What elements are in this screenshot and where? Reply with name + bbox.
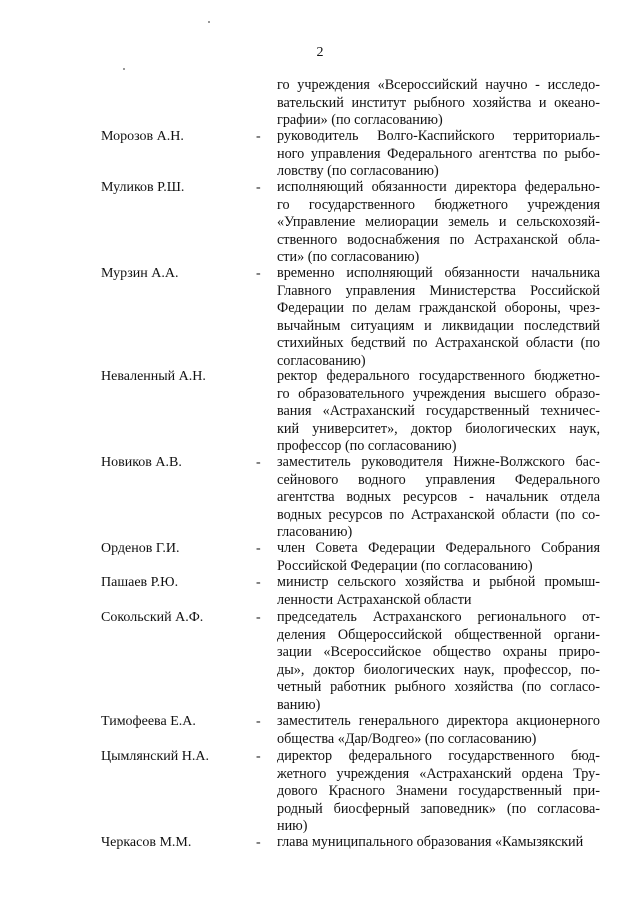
description-line: министр сельского хозяйства и рыбной промыш- [277, 574, 600, 590]
description-line: ды», доктор биологических наук, профессор, по- [277, 661, 600, 678]
description-line: нию) [277, 818, 308, 834]
description-line: директор федерального государственного бюд- [277, 748, 600, 764]
description-line: вательский институт рыбного хозяйства и океано- [277, 94, 600, 111]
description-line: графии» (по согласованию) [277, 112, 443, 128]
description-line: Федерации по делам гражданской обороны, чрез- [277, 300, 600, 316]
description-line: ванию) [277, 696, 321, 713]
member-name: Муликов Р.Ш. [101, 180, 185, 195]
member-description [277, 574, 600, 609]
description-line: вания «Астраханский государственный техничес- [277, 403, 600, 419]
description-line: профессор (по согласованию) [277, 438, 457, 454]
dash-separator: - [256, 610, 261, 625]
scan-speck [208, 21, 210, 23]
description-line: сти» (по согласованию) [277, 249, 420, 265]
member-description [277, 128, 600, 181]
description-line: Главного управления Министерства Российской [277, 282, 600, 299]
member-name: Мурзин А.А. [101, 266, 179, 281]
dash-separator: - [256, 714, 261, 729]
member-name: Новиков А.В. [101, 455, 182, 470]
dash-separator: - [256, 541, 261, 556]
member-description [277, 540, 600, 575]
member-name: Орденов Г.И. [101, 541, 180, 556]
description-line: вычайным ситуациям и ликвидации последствий [277, 317, 600, 334]
description-line: временно исполняющий обязанности начальника [277, 265, 600, 281]
description-line: ственного водоснабжения по Астраханской обла- [277, 231, 600, 248]
description-line: жетного учреждения «Астраханский ордена Тру- [277, 765, 600, 782]
dash-separator: - [256, 180, 261, 195]
member-name: Черкасов М.М. [101, 835, 192, 850]
member-description [277, 77, 600, 130]
description-line: четный работник рыбного хозяйства (по согласо- [277, 679, 600, 695]
member-name: Морозов А.Н. [101, 129, 184, 144]
member-description [277, 368, 600, 456]
dash-separator: - [256, 749, 261, 764]
description-line: руководитель Волго-Каспийского территориаль- [277, 128, 600, 144]
description-line: Российской Федерации (по согласованию) [277, 557, 533, 574]
description-line: го государственного бюджетного учреждения [277, 196, 600, 213]
member-description [277, 713, 600, 748]
dash-separator: - [256, 835, 261, 850]
description-line: заместитель генерального директора акционерного [277, 713, 600, 729]
description-line: родный биосферный заповедник» (по согласова- [277, 800, 600, 817]
description-line: ного управления Федерального агентства по рыбо- [277, 145, 600, 162]
description-line: го учреждения «Всероссийский научно - исследо- [277, 77, 600, 93]
description-line: го образовательного учреждения высшего образо- [277, 385, 600, 402]
description-line: деления Общероссийской общественной органи- [277, 626, 600, 643]
description-line: стихийных бедствий по Астраханской области (по [277, 335, 600, 351]
description-line: председатель Астраханского регионального от- [277, 609, 600, 625]
dash-separator: - [256, 575, 261, 590]
member-description [277, 179, 600, 267]
member-description [277, 454, 600, 542]
description-line: зации «Всероссийское общество охраны приро- [277, 644, 600, 660]
description-line: исполняющий обязанности директора федерально- [277, 179, 600, 195]
description-line: ловству (по согласованию) [277, 163, 439, 179]
member-description [277, 609, 600, 714]
member-description [277, 748, 600, 836]
description-line: ректор федерального государственного бюджетно- [277, 368, 600, 384]
dash-separator: - [256, 129, 261, 144]
description-line: общества «Дар/Водгео» (по согласованию) [277, 730, 537, 747]
member-name: Неваленный А.Н. [101, 369, 206, 384]
description-line: член Совета Федерации Федерального Собрания [277, 540, 600, 556]
dash-separator: - [256, 266, 261, 281]
page-number: 2 [316, 45, 324, 60]
member-name: Пашаев Р.Ю. [101, 575, 179, 590]
description-line: заместитель руководителя Нижне-Волжского бас- [277, 454, 600, 470]
description-line: глава муниципального образования «Камызякский [277, 834, 584, 850]
description-line: согласованию) [277, 352, 366, 369]
member-name: Цымлянский Н.А. [101, 749, 210, 764]
dash-separator: - [256, 455, 261, 470]
description-line: агентства водных ресурсов - начальник отдела [277, 489, 600, 505]
scan-speck [123, 68, 125, 70]
description-line: водных ресурсов по Астраханской области (по со- [277, 506, 600, 523]
description-line: гласованию) [277, 524, 353, 540]
description-line: кий университет», доктор биологических наук, [277, 420, 600, 437]
member-name: Тимофеева Е.А. [101, 714, 196, 729]
member-description [277, 834, 600, 852]
description-line: дового Красного Знамени государственный при- [277, 783, 600, 799]
description-line: сейнового водного управления Федерального [277, 471, 600, 488]
member-description [277, 265, 600, 370]
description-line: ленности Астраханской области [277, 591, 472, 608]
description-line: «Управление мелиорации земель и сельскохозяй- [277, 214, 600, 230]
member-name: Сокольский А.Ф. [101, 610, 204, 625]
